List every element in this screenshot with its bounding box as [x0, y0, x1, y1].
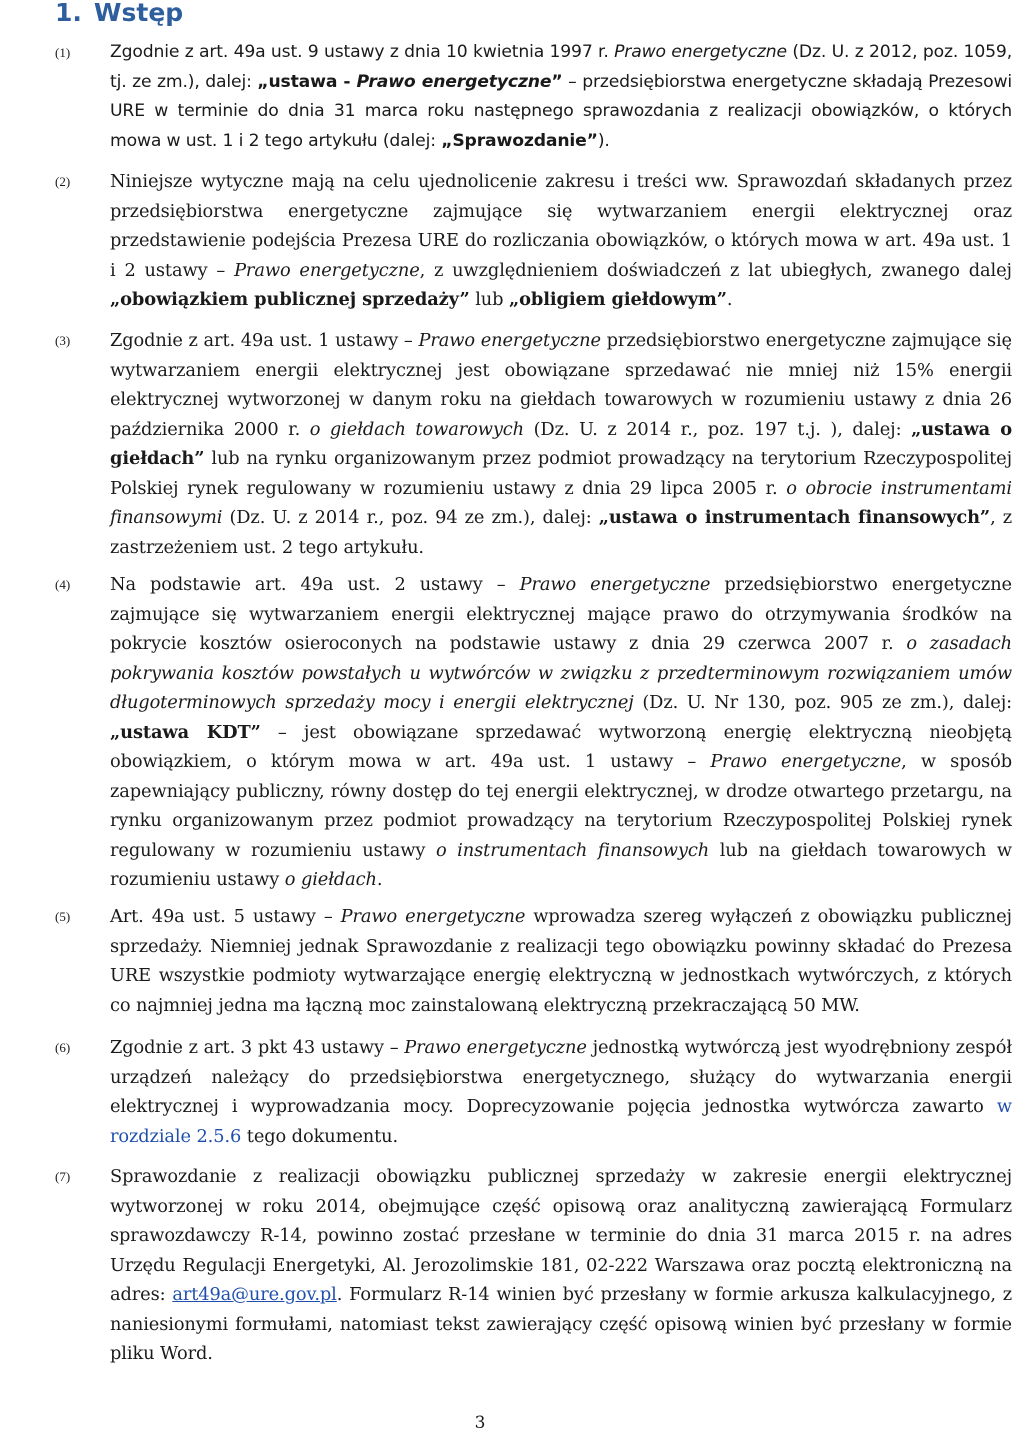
paragraph-number: (2) — [55, 174, 71, 189]
italic-text: Prawo energetyczne — [418, 330, 601, 351]
italic-text: Prawo energetyczne — [404, 1037, 587, 1058]
text-run: , z uwzględnieniem doświadczeń z lat ubiegłych, zwanego dalej — [419, 259, 1012, 281]
text-run: (Dz. U. z 2012, poz. 1059, tj. ze zm.), dalej: — [110, 42, 1012, 92]
italic-text: Prawo energetyczne — [234, 259, 420, 281]
text-run: , w sposób zapewniający publiczny, równy dostęp do tej energii elektrycznej, w drodze otwartego przetargu, na rynku organizowanym przez podmiot prowadzący na terytorium Rzeczypospolitej Polskiej rynek regulowany w rozumieniu ustawy — [110, 751, 1012, 861]
text-run: Zgodnie z art. 49a ust. 9 ustawy z dnia 10 kwietnia 1997 r. — [110, 42, 615, 62]
italic-text: o instrumentach finansowych — [435, 839, 710, 861]
italic-text: Prawo energetyczne — [519, 574, 711, 595]
bold-text: ” — [551, 71, 563, 92]
paragraph-number: (7) — [55, 1169, 71, 1184]
text-run: Zgodnie z art. 3 pkt 43 ustawy – — [110, 1037, 405, 1058]
text-run: – przedsiębiorstwa energetyczne składają Prezesowi URE w terminie do dnia 31 marca roku następnego sprawozdania z realizacji obowiązków, o których mowa w ust. 1 i 2 tego artykułu (dalej: — [110, 71, 1012, 151]
italic-text: Prawo energetyczne — [710, 751, 902, 772]
section-heading — [55, 0, 183, 27]
section-link[interactable]: w rozdziale 2.5.6 — [110, 1096, 1012, 1147]
paragraph-number: (6) — [55, 1040, 71, 1055]
text-run: Sprawozdanie z realizacji obowiązku publicznej sprzedaży w zakresie energii elektrycznej wytworzonej w roku 2014, obejmujące część opisową oraz analityczną zawierającą Formularz sprawozdawczy R-14, powinno zostać przesłane w terminie do dnia 31 marca 2015 r. na adres Urzędu Regulacji Energetyki, Al. Jerozolimskie 181, 02-222 Warszawa oraz pocztą elektroniczną na adres: — [110, 1166, 1012, 1305]
page-number: 3 — [474, 1413, 486, 1433]
text-run: lub na rynku organizowanym przez podmiot prowadzący na terytorium Rzeczypospolitej Polskiej rynek regulowany w rozumieniu ustawy z dnia 29 lipca 2005 r. — [110, 448, 1012, 499]
bold-text: „ustawa o instrumentach finansowych” — [598, 507, 991, 528]
text-run: przedsiębiorstwo energetyczne zajmujące się wytwarzaniem energii elektrycznej mające prawo do otrzymywania środków na pokrycie kosztów osieroconych na podstawie ustawy z dnia 29 czerwca 2007 r. — [110, 574, 1012, 654]
email-link[interactable]: art49a@ure.gov.pl — [172, 1284, 337, 1305]
text-run: , z zastrzeżeniem ust. 2 tego artykułu. — [110, 507, 1012, 558]
italic-text: o giełdach — [284, 869, 377, 890]
paragraph-number: (4) — [55, 577, 71, 592]
text-run: (Dz. U. z 2014 r., poz. 197 t.j. ), dalej: — [524, 418, 912, 440]
text-run: (Dz. U. z 2014 r., poz. 94 ze zm.), dalej: — [222, 507, 599, 528]
text-run: (Dz. U. Nr 130, poz. 905 ze zm.), dalej: — [633, 692, 1012, 713]
paragraph-text — [110, 167, 1012, 315]
text-run: Art. 49a ust. 5 ustawy – — [110, 906, 341, 927]
bold-italic-text: Prawo energetyczne — [356, 71, 552, 92]
paragraph-number: (5) — [55, 909, 71, 924]
text-run: przedsiębiorstwo energetyczne zajmujące się wytwarzaniem energii elektrycznej jest obowiązane sprzedawać nie mniej niż 15% energii elektrycznej wytworzonej w danym roku na giełdach towarowych w rozumieniu ustawy z dnia 26 października 2000 r. — [110, 330, 1012, 440]
bold-text: „obligiem giełdowym” — [508, 289, 727, 310]
paragraph-text — [110, 1033, 1012, 1151]
text-run: lub — [469, 289, 509, 310]
section-title: Wstęp — [93, 0, 184, 27]
text-run: jednostką wytwórczą jest wyodrębniony zespół urządzeń należący do przedsiębiorstwa energetycznego, służący do wytwarzania energii elektrycznej i wyprowadzania mocy. Doprecyzowanie pojęcia jednostka wytwórcza zawarto — [110, 1037, 1012, 1117]
italic-text: Prawo energetyczne — [340, 906, 526, 927]
bold-text: „ustawa o giełdach” — [110, 418, 1012, 469]
text-run: wprowadza szereg wyłączeń z obowiązku publicznej sprzedaży. Niemniej jednak Sprawozdanie z realizacji tego obowiązku powinny składać do Prezesa URE wszystkie podmioty wytwarzające energię elektryczną w jednostkach wytwórczych, z których co najmniej jedna ma łączną moc zainstalowaną elektryczną przekraczającą 50 MW. — [110, 906, 1012, 1016]
italic-text: o giełdach towarowych — [309, 418, 524, 440]
italic-text: Prawo energetyczne — [614, 42, 787, 62]
bold-text: „obowiązkiem publicznej sprzedaży” — [110, 289, 470, 310]
bold-text: „ustawa KDT” — [110, 721, 261, 743]
italic-text: o zasadach pokrywania kosztów powstałych u wytwórców w związku z przedterminowym rozwiązaniem umów długoterminowych sprzedaży mocy i energii elektrycznej — [110, 633, 1012, 713]
text-run: ). — [597, 130, 610, 151]
text-run: Zgodnie z art. 49a ust. 1 ustawy – — [110, 330, 419, 351]
text-run: – jest obowiązane sprzedawać wytworzoną energię elektryczną nieobjętą obowiązkiem, o którym mowa w art. 49a ust. 1 ustawy – — [110, 721, 1012, 772]
paragraph-number: (1) — [55, 45, 71, 60]
text-run: Niniejsze wytyczne mają na celu ujednolicenie zakresu i treści ww. Sprawozdań składanych przez przedsiębiorstwa energetyczne zajmujące się wytwarzaniem energii elektrycznej oraz przedstawienie podejścia Prezesa URE do rozliczania obowiązków, o których mowa w art. 49a ust. 1 i 2 ustawy – — [110, 171, 1012, 281]
text-run: . — [376, 869, 383, 890]
paragraph-text — [110, 1162, 1012, 1369]
text-run: Na podstawie art. 49a ust. 2 ustawy – — [110, 574, 520, 595]
text-run: . Formularz R-14 winien być przesłany w formie arkusza kalkulacyjnego, z naniesionymi formułami, natomiast tekst zawierający część opisową winien być przesłany w formie pliku Word. — [110, 1284, 1012, 1364]
bold-text: „ustawa - — [257, 71, 357, 92]
paragraph-text — [110, 38, 1012, 156]
paragraph-number: (3) — [55, 333, 71, 348]
text-run: tego dokumentu. — [241, 1125, 399, 1147]
paragraph-text — [110, 326, 1012, 562]
italic-text: o obrocie instrumentami finansowymi — [110, 477, 1012, 528]
paragraph-text — [110, 902, 1012, 1020]
section-number: 1. — [55, 0, 82, 27]
bold-text: „Sprawozdanie” — [441, 130, 598, 151]
text-run: lub na giełdach towarowych w rozumieniu ustawy — [110, 839, 1012, 890]
text-run: . — [726, 289, 733, 310]
paragraph-text — [110, 570, 1012, 895]
